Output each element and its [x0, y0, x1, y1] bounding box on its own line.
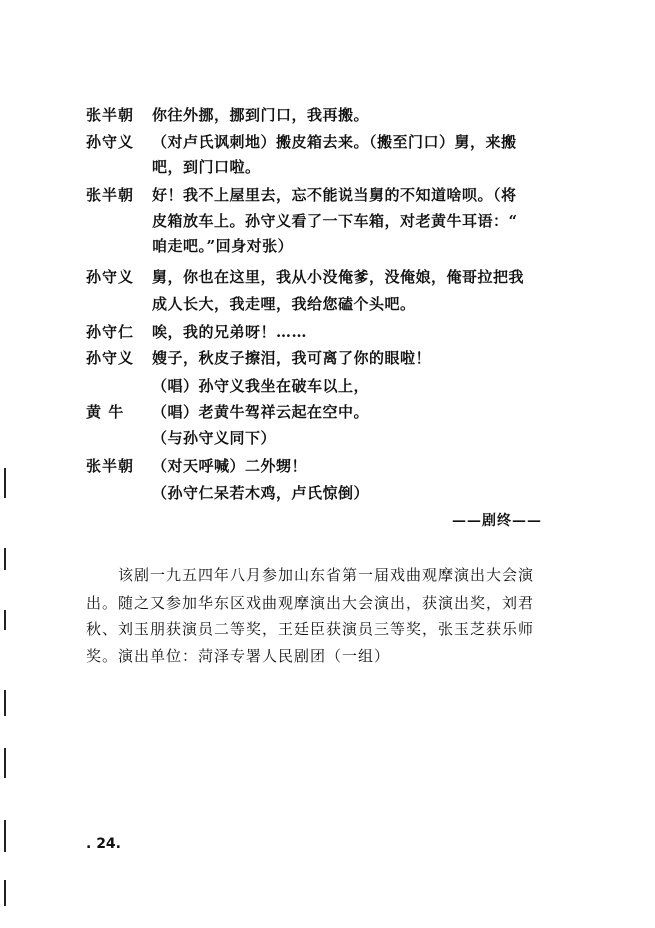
- speaker-name: 孙守义: [86, 349, 135, 367]
- dialogue-line: （对卢氏讽刺地）搬皮箱去来。（搬至门口）舅，来搬: [152, 133, 517, 151]
- scan-margin-mark: [4, 468, 6, 498]
- dialogue-line: （对天呼喊）二外甥！: [152, 457, 308, 475]
- dialogue-line: 唉，我的兄弟呀！……: [152, 323, 308, 341]
- scan-margin-mark: [4, 610, 6, 630]
- dialogue-line: 皮箱放车上。孙守义看了一下车箱，对老黄牛耳语：“: [152, 212, 518, 230]
- dialogue-line: （与孙守义同下）: [152, 429, 277, 447]
- dialogue-line: 吧，到门口啦。: [152, 158, 261, 176]
- dialogue-line: 舅，你也在这里，我从小没俺爹，没俺娘，俺哥拉把我: [152, 268, 525, 286]
- page-number: . 24.: [86, 836, 121, 852]
- dialogue-line: （唱）老黄牛驾祥云起在空中。: [152, 403, 370, 421]
- speaker-name: 张半朝: [86, 457, 135, 475]
- dialogue-line: 成人长大，我走哩，我给您磕个头吧。: [152, 295, 416, 313]
- dialogue-line: （唱）孙守义我坐在破车以上，: [152, 377, 370, 395]
- scan-margin-mark: [4, 548, 6, 570]
- scan-margin-mark: [4, 820, 6, 852]
- scan-margin-mark: [4, 748, 6, 778]
- speaker-name: 黄 牛: [86, 403, 125, 421]
- paragraph-line: 秋、刘玉朋获演员二等奖，王廷臣获演员三等奖，张玉芝获乐师: [86, 620, 535, 638]
- dialogue-line: 咱走吧。”回身对张）: [152, 237, 294, 255]
- play-end-mark: ——剧终——: [452, 513, 542, 529]
- paragraph-line: 奖。演出单位：菏泽专署人民剧团（一组）: [86, 647, 391, 665]
- speaker-name: 孙守义: [86, 268, 135, 286]
- dialogue-line: 好！我不上屋里去，忘不能说当舅的不知道啥呗。（将: [152, 186, 517, 204]
- dialogue-line: 嫂子，秋皮子擦泪，我可离了你的眼啦！: [152, 349, 432, 367]
- speaker-name: 孙守仁: [86, 323, 135, 341]
- speaker-name: 孙守义: [86, 133, 135, 151]
- speaker-name: 张半朝: [86, 186, 135, 204]
- scan-margin-mark: [4, 690, 6, 716]
- paragraph-line: 出。随之又参加华东区戏曲观摩演出大会演出，获演出奖，刘君: [86, 594, 535, 612]
- paragraph-line: 该剧一九五四年八月参加山东省第一届戏曲观摩演出大会演: [118, 566, 535, 584]
- scan-margin-mark: [4, 880, 6, 906]
- dialogue-line: （孙守仁呆若木鸡，卢氏惊倒）: [152, 484, 370, 502]
- speaker-name: 张半朝: [86, 106, 135, 124]
- dialogue-line: 你往外挪，挪到门口，我再搬。: [152, 106, 370, 124]
